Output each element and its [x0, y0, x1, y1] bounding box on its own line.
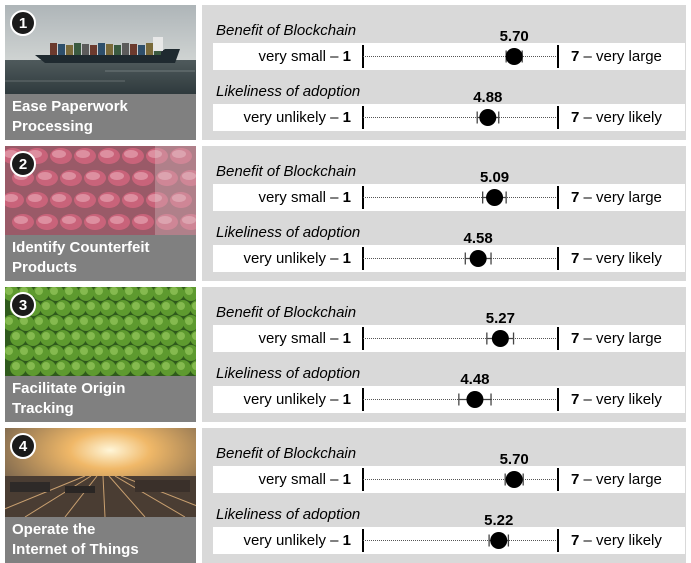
- scale-plot: [213, 497, 685, 554]
- scale-low-value: 1: [342, 189, 351, 206]
- mean-marker: [506, 471, 523, 488]
- scale-high-value: 7: [571, 109, 580, 126]
- mean-value-label: 5.09: [479, 169, 510, 186]
- scale-low-text: very small –: [258, 189, 343, 206]
- mean-marker: [486, 189, 503, 206]
- scale-plot: [213, 154, 685, 211]
- use-case-image: [5, 428, 196, 563]
- scale-high-value: 7: [571, 330, 580, 347]
- scale-high-value: 7: [571, 532, 580, 549]
- metric-title: Benefit of Blockchain: [216, 304, 357, 321]
- use-case-card: [5, 428, 686, 563]
- number-badge: 4: [10, 433, 36, 459]
- mean-value-label: 4.88: [473, 89, 503, 106]
- scale-low-text: very small –: [258, 330, 343, 347]
- use-case-card: [5, 5, 686, 140]
- mean-value-label: 4.48: [460, 371, 490, 388]
- scale-low-text: very unlikely –: [243, 391, 343, 408]
- scale-high-text: – very large: [579, 189, 662, 206]
- use-case-card: [5, 287, 686, 422]
- use-case-image: [5, 5, 196, 140]
- scale-low-text: very small –: [258, 48, 343, 65]
- use-case-label-line: Identify Counterfeit: [12, 239, 150, 256]
- mean-value-label: 4.58: [463, 230, 493, 247]
- number-badge: 3: [10, 292, 36, 318]
- scale-high-text: – very likely: [579, 109, 662, 126]
- scale-low-value: 1: [342, 109, 351, 126]
- use-case-label-line: Products: [12, 259, 78, 276]
- ratings-panel: [202, 146, 686, 281]
- scale-plot: [213, 215, 685, 272]
- mean-marker: [506, 48, 523, 65]
- scale-low-value: 1: [342, 391, 351, 408]
- ratings-panel: [202, 287, 686, 422]
- use-case-card: [5, 146, 686, 281]
- mean-marker: [479, 109, 496, 126]
- scale-high-text: – very likely: [579, 391, 662, 408]
- use-case-label-line: Processing: [12, 118, 93, 135]
- scale-high-value: 7: [571, 189, 580, 206]
- scale-high-value: 7: [571, 471, 580, 488]
- scale-low-value: 1: [342, 250, 351, 267]
- scale-high-text: – very likely: [579, 532, 662, 549]
- scale-low-text: very unlikely –: [243, 109, 343, 126]
- scale-high-text: – very large: [579, 471, 662, 488]
- scale-high-text: – very likely: [579, 250, 662, 267]
- scale-low-text: very small –: [258, 471, 343, 488]
- metric-title: Benefit of Blockchain: [216, 445, 357, 462]
- number-badge: 1: [10, 10, 36, 36]
- scale-low-value: 1: [342, 532, 351, 549]
- scale-low-value: 1: [342, 330, 351, 347]
- metric-title: Likeliness of adoption: [216, 224, 361, 241]
- mean-marker: [466, 391, 483, 408]
- mean-value-label: 5.70: [499, 451, 529, 468]
- use-case-label-line: Operate the: [12, 521, 96, 538]
- scale-plot: [213, 13, 685, 70]
- use-case-label-line: Ease Paperwork: [12, 98, 128, 115]
- mean-marker: [490, 532, 507, 549]
- use-case-label: [12, 520, 190, 560]
- scale-plot: [213, 356, 685, 413]
- metric-title: Likeliness of adoption: [216, 365, 361, 382]
- mean-value-label: 5.27: [485, 310, 515, 327]
- scale-high-value: 7: [571, 48, 580, 65]
- scale-low-text: very unlikely –: [243, 532, 343, 549]
- mean-marker: [492, 330, 509, 347]
- use-case-label: [12, 379, 190, 419]
- scale-high-value: 7: [571, 391, 580, 408]
- scale-high-value: 7: [571, 250, 580, 267]
- ratings-panel: [202, 428, 686, 563]
- ratings-panel: [202, 5, 686, 140]
- metric-title: Benefit of Blockchain: [216, 22, 357, 39]
- scale-high-text: – very large: [579, 48, 662, 65]
- scale-plot: [213, 436, 685, 493]
- use-case-label-line: Tracking: [12, 400, 74, 417]
- scale-low-value: 1: [342, 48, 351, 65]
- metric-title: Likeliness of adoption: [216, 83, 361, 100]
- scale-plot: [213, 295, 685, 352]
- mean-marker: [470, 250, 487, 267]
- scale-low-value: 1: [342, 471, 351, 488]
- scale-low-text: very unlikely –: [243, 250, 343, 267]
- metric-title: Likeliness of adoption: [216, 506, 361, 523]
- use-case-image: [5, 146, 196, 281]
- scale-plot: [213, 74, 685, 131]
- scale-high-text: – very large: [579, 330, 662, 347]
- use-case-label-line: Internet of Things: [12, 541, 139, 558]
- use-case-label-line: Facilitate Origin: [12, 380, 126, 397]
- use-case-label: [12, 238, 190, 278]
- mean-value-label: 5.70: [499, 28, 529, 45]
- mean-value-label: 5.22: [484, 512, 514, 529]
- use-case-label: [12, 97, 190, 137]
- number-badge: 2: [10, 151, 36, 177]
- metric-title: Benefit of Blockchain: [216, 163, 357, 180]
- use-case-image: [5, 287, 196, 422]
